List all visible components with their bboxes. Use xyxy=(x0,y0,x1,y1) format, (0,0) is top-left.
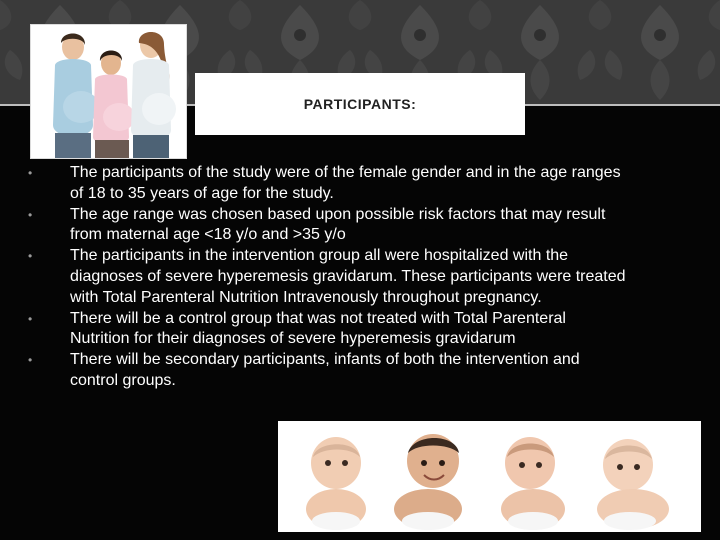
title-box xyxy=(195,73,525,135)
bullet-dot-icon: • xyxy=(28,207,33,222)
bullet-dot-icon: • xyxy=(28,311,33,326)
pregnant-women-photo xyxy=(30,24,187,159)
bullet-item xyxy=(28,163,628,204)
bullet-item xyxy=(28,350,628,391)
bullet-item xyxy=(28,205,628,246)
bullet-dot-icon: • xyxy=(28,353,33,368)
bullet-text: The participants of the study were of the female gender and in the age ranges of 18 to 35 years of age for the study. xyxy=(70,164,621,202)
babies-photo xyxy=(278,421,701,532)
bullet-dot-icon: • xyxy=(28,249,33,264)
bullet-text: The participants in the intervention group all were hospitalized with the diagnoses of severe hyperemesis gravidarum. These participants were treated with Total Parenteral Nutrition Intravenously throughout pregnancy. xyxy=(70,247,626,306)
slide-title: PARTICIPANTS: xyxy=(303,96,417,112)
bullet-text: The age range was chosen based upon possible risk factors that may result from maternal age <18 y/o and >35 y/o xyxy=(70,205,606,244)
bullet-dot-icon: • xyxy=(28,166,33,180)
bullet-text: There will be secondary participants, infants of both the intervention and control groups. xyxy=(70,351,580,389)
bullet-item xyxy=(28,309,628,350)
bullet-text: There will be a control group that was not treated with Total Parenteral Nutrition for their diagnoses of severe hyperemesis gravidarum xyxy=(70,309,566,348)
bullet-item xyxy=(28,246,628,308)
bullet-list xyxy=(28,163,628,392)
